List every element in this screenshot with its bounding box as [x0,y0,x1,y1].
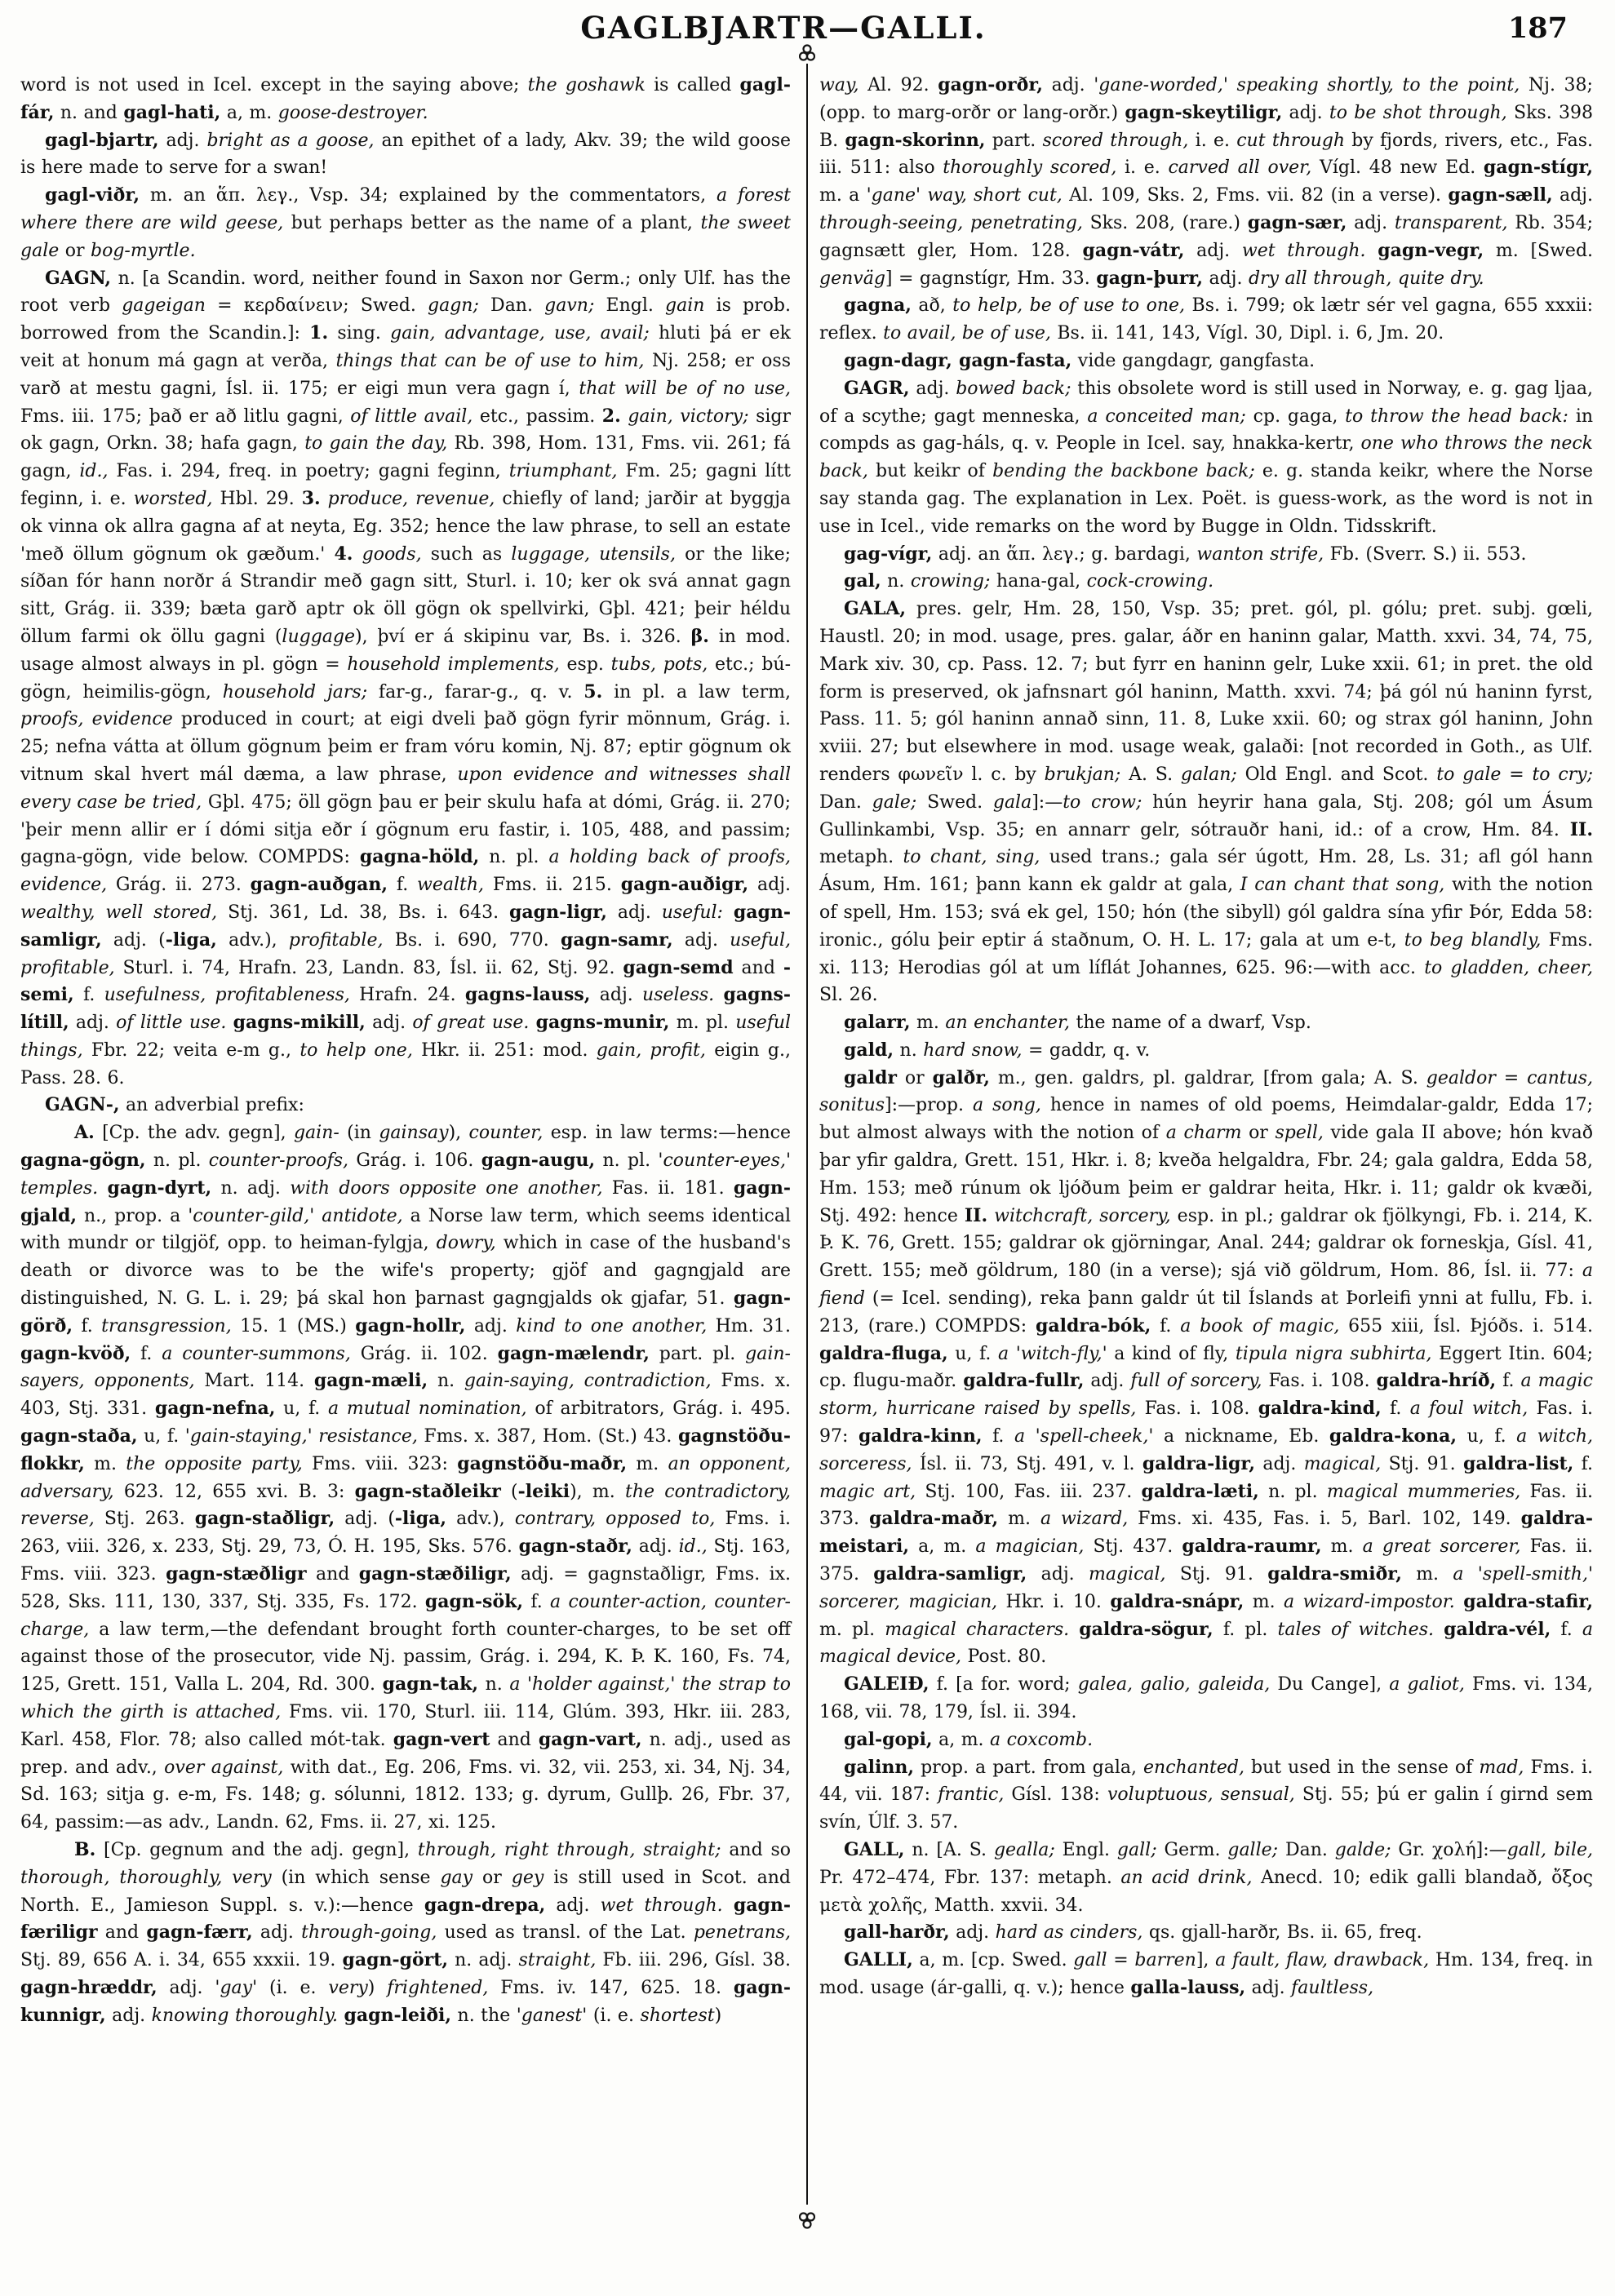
entry-paragraph: B. [Cp. gegnum and the adj. gegn], through, right through, straight; and so thorough, thoroughly, very (in which sense gay or gey is still used in Scot. and North. E., Jamieson Suppl. s. v.):—hence gagn-drepa, adj. wet through. gagn-færiligr and gagn-færr, adj. through-going, used as transl. of the Lat. penetrans, Stj. 89, 656 A. i. 34, 655 xxxii. 19. gagn-gört, n. adj. straight, Fb. iii. 296, Gísl. 38. gagn-hræddr, adj. 'gay' (i. e. very) frightened, Fms. iv. 147, 625. 18. gagn-kunnigr, adj. knowing thoroughly. gagn-leiði, n. the 'ganest' (i. e. shortest) [20,1839,792,2026]
entry-paragraph: GALEIÐ, f. [a for. word; galea, galio, galeida, Du Cange], a galiot, Fms. vi. 134, 168, vii. 78, 179, Ísl. ii. 394. [819,1673,1594,1723]
entry-paragraph: galarr, m. an enchanter, the name of a dwarf, Vsp. [844,1012,1311,1034]
running-title: GAGLBJARTR—GALLI. [580,10,987,46]
entry-paragraph: gal-gopi, a, m. a coxcomb. [844,1728,1094,1750]
trefoil-ornament-top [799,44,815,64]
entry-paragraph: way, Al. 92. gagn-orðr, adj. 'gane-worded,' speaking shortly, to the point, Nj. 38; (opp. to marg-orðr or lang-orðr.) gagn-skeytiligr, adj. to be shot through, Sks. 398 B. gagn-skorinn, part. scored through, i. e. cut through by fjords, rivers, etc., Fas. iii. 511: also thoroughly scored, i. e. carved all over, Vígl. 48 new Ed. gagn-stígr, m. a 'gane' way, short cut, Al. 109, Sks. 2, Fms. vii. 82 (in a verse). gagn-sæll, adj. through-seeing, penetrating, Sks. 208, (rare.) gagn-sær, adj. transparent, Rb. 354; gagnsætt gler, Hom. 128. gagn-vátr, adj. wet through. gagn-vegr, m. [Swed. genväg] = gagnstígr, Hm. 33. gagn-þurr, adj. dry all through, quite dry. [819,74,1594,289]
left-column [20,72,791,2030]
entry-paragraph: gag-vígr, adj. an ἅπ. λεγ.; g. bardagi, wanton strife, Fb. (Sverr. S.) ii. 553. [844,543,1527,565]
entry-paragraph: GAGN-, an adverbial prefix: [45,1094,304,1116]
entry-paragraph: GAGN, n. [a Scandin. word, neither found in Saxon nor Germ.; only Ulf. has the root verb gageigan = κερδαίνειν; Swed. gagn; Dan. gavn; Engl. gain is prob. borrowed from the Scandin.]: 1. sing. gain, advantage, use, avail; hluti þá er ek veit at honum má gagn at verða, things that can be of use to him, Nj. 258; er oss varð at mestu gagni, Ísl. ii. 175; er eigi mun vera gagn í, that will be of no use, Fms. iii. 175; það er að litlu gagni, of little avail, etc., passim. 2. gain, victory; sigr ok gagn, Orkn. 38; hafa gagn, to gain the day, Rb. 398, Hom. 131, Fms. vii. 261; fá gagn, id., Fas. i. 294, freq. in poetry; gagni feginn, triumphant, Fm. 25; gagni lítt feginn, i. e. worsted, Hbl. 29. 3. produce, revenue, chiefly of land; jarðir at byggja ok vinna ok allra gagna af at neyta, Eg. 352; hence the law phrase, to sell an estate 'með öllum gögnum ok gæðum.' 4. goods, such as luggage, utensils, or the like; síðan fór hann norðr á Strandir með gagn sitt, Sturl. i. 10; ker ok svá annat gagn sitt, Grág. ii. 339; bæta garð aptr ok öll gögn ok spellvirki, Gþl. 421; þeir héldu öllum farmi ok öllu gagni (luggage), því er á skipinu var, Bs. i. 326. β. in mod. usage almost always in pl. gögn = household implements, esp. tubs, pots, etc.; bú-gögn, heimilis-gögn, household jars; far-g., farar-g., q. v. 5. in pl. a law term, proofs, evidence produced in court; at eigi dveli það gögn fyrir mönnum, Grág. i. 25; nefna vátta at öllum gögnum þeim er fram vóru komin, Nj. 87; eptir gögnum ok vitnum skal hvert mál dæma, a law phrase, upon evidence and witnesses shall every case be tried, Gþl. 475; öll gögn þau er þeir skulu hafa at dómi, Grág. ii. 270; 'þeir menn allir er í dómi sitja eðr í gögnum eru fastir, i. 105, 488, and passim; gagna-gögn, vide below. COMPDS: gagna-höld, n. pl. a holding back of proofs, evidence, Grág. ii. 273. gagn-auðgan, f. wealth, Fms. ii. 215. gagn-auðigr, adj. wealthy, well stored, Stj. 361, Ld. 38, Bs. i. 643. gagn-ligr, adj. useful: gagn-samligr, adj. (-liga, adv.), profitable, Bs. i. 690, 770. gagn-samr, adj. useful, profitable, Sturl. i. 74, Hrafn. 23, Landn. 83, Ísl. ii. 62, Stj. 92. gagn-semd and -semi, f. usefulness, profitableness, Hrafn. 24. gagns-lauss, adj. useless. gagns-lítill, adj. of little use. gagns-mikill, adj. of great use. gagns-munir, m. pl. useful things, Fbr. 22; veita e-m g., to help one, Hkr. ii. 251: mod. gain, profit, eigin g., Pass. 28. 6. [20,267,792,1088]
entry-paragraph: GALLI, a, m. [cp. Swed. gall = barren], a fault, flaw, drawback, Hm. 134, freq. in mod. usage (ár-galli, q. v.); hence galla-lauss, adj. faultless, [819,1949,1593,1998]
entry-paragraph: gagl-viðr, m. an ἅπ. λεγ., Vsp. 34; explained by the commentators, a forest where there are wild geese, but perhaps better as the name of a plant, the sweet gale or bog-myrtle. [20,184,791,261]
entry-paragraph: GAGR, adj. bowed back; this obsolete word is still used in Norway, e. g. gag ljaa, of a scythe; gagt menneska, a conceited man; cp. gaga, to throw the head back: in compds as gag-háls, q. v. People in Icel. say, hnakka-kertr, one who throws the neck back, but keikr of bending the backbone back; e. g. standa keikr, where the Norse say standa gag. The explanation in Lex. Poët. is guess-work, as the word is not in use in Icel., vide remarks on the word by Bugge in Oldn. Tidsskrift. [819,377,1594,537]
column-divider [799,49,815,2219]
divider-rule [806,64,808,2205]
entry-paragraph: GALA, pres. gelr, Hm. 28, 150, Vsp. 35; pret. gól, pl. gólu; pret. subj. gœli, Haustl. 20; in mod. usage, pres. galar, áðr en haninn galar, Matth. xxvi. 34, 74, 75, Mark xiv. 30, cp. Pass. 12. 7; but fyrr en haninn gelr, Luke xxii. 61; in pret. the old form is preserved, ok jafnsnart gól haninn, Matth. xxvi. 74; þá gól nú haninn fyrst, Pass. 11. 5; gól haninn annað sinn, 11. 8, Luke xxii. 60; og strax gól haninn, John xviii. 27; but elsewhere in mod. usage weak, galaði: [not recorded in Goth., as Ulf. renders φωνεῖν l. c. by brukjan; A. S. galan; Old Engl. and Scot. to gale = to cry; Dan. gale; Swed. gala]:—to crow; hún heyrir hana gala, Stj. 208; gól um Ásum Gullinkambi, Vsp. 35; en annarr gelr, sótrauðr hani, id.: of a crow, Hm. 84. II. metaph. to chant, sing, used trans.; gala sér úgott, Hm. 28, Ls. 31; afl gól hann Ásum, Hm. 161; þann kann ek galdr at gala, I can chant that song, with the notion of spell, Hm. 153; svá ek gel, 150; hón (the sibyll) gól galdra sína yfir Þór, Edda 58: ironic., gólu þeir eptir á staðnum, O. H. L. 17; gala at um e-t, to beg blandly, Fms. xi. 113; Herodias gól at um líflát Johannes, 625. 96:—with acc. to gladden, cheer, Sl. 26. [819,598,1594,1006]
entry-paragraph: A. [Cp. the adv. gegn], gain- (in gainsay), counter, esp. in law terms:—hence gagna-gögn, n. pl. counter-proofs, Grág. i. 106. gagn-augu, n. pl. 'counter-eyes,' temples. gagn-dyrt, n. adj. with doors opposite one another, Fas. ii. 181. gagn-gjald, n., prop. a 'counter-gild,' antidote, a Norse law term, which seems identical with mundr or tilgjöf, opp. to heiman-fylgja, dowry, which in case of the husband's death or divorce was to be the wife's property; gjöf and gagngjald are distinguished, N. G. L. i. 29; þá skal hon þarnast gagngjalds ok gjafar, 51. gagn-görð, f. transgression, 15. 1 (MS.) gagn-hollr, adj. kind to one another, Hm. 31. gagn-kvöð, f. a counter-summons, Grág. ii. 102. gagn-mælendr, part. pl. gain-sayers, opponents, Mart. 114. gagn-mæli, n. gain-saying, contradiction, Fms. x. 403, Stj. 331. gagn-nefna, u, f. a mutual nomination, of arbitrators, Grág. i. 495. gagn-staða, u, f. 'gain-staying,' resistance, Fms. x. 387, Hom. (St.) 43. gagnstöðu-flokkr, m. the opposite party, Fms. viii. 323: gagnstöðu-maðr, m. an opponent, adversary, 623. 12, 655 xvi. B. 3: gagn-staðleikr (-leiki), m. the contradictory, reverse, Stj. 263. gagn-staðligr, adj. (-liga, adv.), contrary, opposed to, Fms. i. 263, viii. 326, x. 233, Stj. 29, 73, Ó. H. 195, Sks. 576. gagn-staðr, adj. id., Stj. 163, Fms. viii. 323. gagn-stæðligr and gagn-stæðiligr, adj. = gagnstaðligr, Fms. ix. 528, Sks. 111, 130, 337, Stj. 335, Fs. 172. gagn-sök, f. a counter-action, counter-charge, a law term,—the defendant brought forth counter-charges, to be set off against those of the prosecutor, vide Nj. passim, Grág. i. 294, K. Þ. K. 160, Fs. 74, 125, Grett. 151, Valla L. 204, Rd. 300. gagn-tak, n. a 'holder against,' the strap to which the girth is attached, Fms. vii. 170, Sturl. iii. 114, Glúm. 393, Hkr. iii. 283, Karl. 458, Flor. 78; also called mót-tak. gagn-vert and gagn-vart, n. adj., used as prep. and adv., over against, with dat., Eg. 206, Fms. vi. 32, vii. 253, xi. 34, Nj. 34, Sd. 163; sitja g. e-m, Fs. 148; g. sólunni, 1812. 133; g. dyrum, Gullþ. 26, Fbr. 37, 64, passim:—as adv., Landn. 62, Fms. ii. 27, xi. 125. [20,1122,792,1833]
entry-paragraph: gagna, að, to help, be of use to one, Bs. i. 799; ok lætr sér vel gagna, 655 xxxii: reflex. to avail, be of use, Bs. ii. 141, 143, Vígl. 30, Dipl. i. 6, Jm. 20. [819,295,1593,344]
right-column [819,72,1593,2002]
entry-paragraph: gagn-dagr, gagn-fasta, vide gangdagr, gangfasta. [844,349,1316,371]
entry-paragraph: GALL, n. [A. S. gealla; Engl. gall; Germ. galle; Dan. galde; Gr. χολή]:—gall, bile, Pr. 472–474, Fbr. 137: metaph. an acid drink, Anecd. 10; edik galli blandað, ὄξος μετὰ χολῆς, Matth. xxvii. 34. [819,1839,1593,1916]
entry-paragraph: gald, n. hard snow, = gaddr, q. v. [844,1039,1151,1061]
entry-paragraph: gal, n. crowing; hana-gal, cock-crowing. [844,570,1214,592]
page-number: 187 [1507,11,1568,45]
entry-paragraph: galdr or galðr, m., gen. galdrs, pl. galdrar, [from gala; A. S. gealdor = cantus, sonitus]:—prop. a song, hence in names of old poems, Heimdalar-galdr, Edda 17; but almost always with the notion of a charm or spell, vide gala II above; hón kvað þar yfir galdra, Grett. 151, Hkr. i. 8; kveða helgaldra, Fbr. 24; gala galdra, Edda 58, Hm. 153; með rúnum ok ljóðum þeim er galdrar heita, Hkr. i. 11; galdr ok kvæði, Stj. 492: hence II. witchcraft, sorcery, esp. in pl.; galdrar ok fjölkyngi, Fb. i. 214, K. Þ. K. 76, Grett. 155; galdrar ok gjörningar, Anal. 244; galdrar ok forneskja, Gísl. 41, Grett. 155; með göldrum, 180 (in a verse); sjá við göldrum, Hom. 86, Ísl. ii. 77: a fiend (= Icel. sending), reka þann galdr út til Íslands at Þorleifi ynni at fullu, Fb. i. 213, (rare.) COMPDS: galdra-bók, f. a book of magic, 655 xiii, Ísl. Þjóðs. i. 514. galdra-fluga, u, f. a 'witch-fly,' a kind of fly, tipula nigra subhirta, Eggert Itin. 604; cp. flugu-maðr. galdra-fullr, adj. full of sorcery, Fas. i. 108. galdra-hríð, f. a magic storm, hurricane raised by spells, Fas. i. 108. galdra-kind, f. a foul witch, Fas. i. 97: galdra-kinn, f. a 'spell-cheek,' a nickname, Eb. galdra-kona, u, f. a witch, sorceress, Ísl. ii. 73, Stj. 491, v. l. galdra-ligr, adj. magical, Stj. 91. galdra-list, f. magic art, Stj. 100, Fas. iii. 237. galdra-læti, n. pl. magical mummeries, Fas. ii. 373. galdra-maðr, m. a wizard, Fms. xi. 435, Fas. i. 5, Barl. 102, 149. galdra-meistari, a, m. a magician, Stj. 437. galdra-raumr, m. a great sorcerer, Fas. ii. 375. galdra-samligr, adj. magical, Stj. 91. galdra-smiðr, m. a 'spell-smith,' sorcerer, magician, Hkr. i. 10. galdra-snápr, m. a wizard-impostor. galdra-stafir, m. pl. magical characters. galdra-sögur, f. pl. tales of witches. galdra-vél, f. a magical device, Post. 80. [819,1066,1594,1668]
entry-paragraph: word is not used in Icel. except in the saying above; the goshawk is called gagl-fár, n. and gagl-hati, a, m. goose-destroyer. [20,74,791,123]
trefoil-ornament-bottom [799,2210,815,2229]
entry-paragraph: galinn, prop. a part. from gala, enchanted, but used in the sense of mad, Fms. i. 44, vii. 187: frantic, Gísl. 138: voluptuous, sensual, Stj. 55; þú er galin í girnd sem svín, Úlf. 3. 57. [819,1756,1594,1833]
entry-paragraph: gagl-bjartr, adj. bright as a goose, an epithet of a lady, Akv. 39; the wild goose is here made to serve for a swan! [20,129,792,179]
entry-paragraph: gall-harðr, adj. hard as cinders, qs. gjall-harðr, Bs. ii. 65, freq. [844,1921,1422,1944]
